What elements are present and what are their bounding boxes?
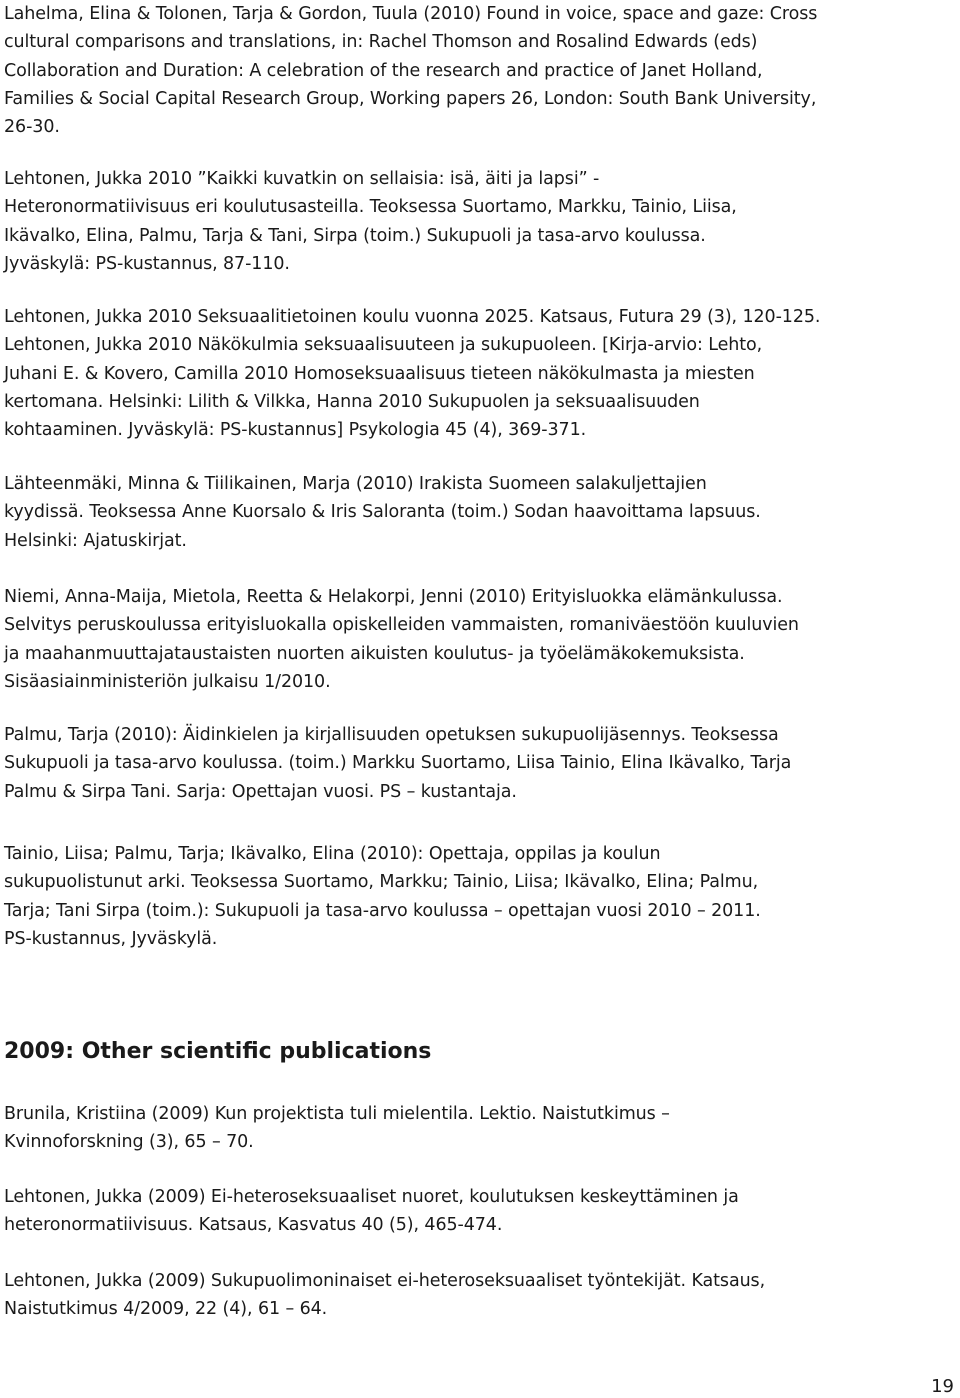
reference-lehtonen-2010-seksuaalitietoinen: [4, 303, 954, 444]
reference-line: Collaboration and Duration: A celebration of the research and practice of Janet Holland,: [4, 60, 763, 81]
reference-line: Helsinki: Ajatuskirjat.: [4, 530, 187, 551]
reference-line: Juhani E. & Kovero, Camilla 2010 Homoseksuaalisuus tieteen näkökulmasta ja miesten: [4, 363, 755, 384]
reference-line: PS-kustannus, Jyväskylä.: [4, 928, 218, 949]
reference-line: kyydissä. Teoksessa Anne Kuorsalo & Iris Saloranta (toim.) Sodan haavoittama lapsuus.: [4, 502, 761, 523]
reference-line: Kvinnoforskning (3), 65 – 70.: [4, 1132, 254, 1153]
reference-line: Lehtonen, Jukka 2010 ”Kaikki kuvatkin on sellaisia: isä, äiti ja lapsi” -: [4, 169, 600, 189]
reference-line: Lehtonen, Jukka (2009) Ei-heteroseksuaaliset nuoret, koulutuksen keskeyttäminen ja: [4, 1187, 739, 1207]
reference-lehtonen-2009-sukupuolimoninaiset: [4, 1267, 954, 1324]
reference-brunila-2009: [4, 1100, 954, 1157]
reference-lehtonen-2010-kaikki: [4, 165, 954, 278]
reference-line: Sisäasiainministeriön julkaisu 1/2010.: [4, 671, 331, 692]
reference-line: Lahelma, Elina & Tolonen, Tarja & Gordon, Tuula (2010) Found in voice, space and gaze: Cross: [4, 4, 818, 24]
reference-niemi-2010: [4, 583, 954, 696]
reference-line: ja maahanmuuttajataustaisten nuorten aikuisten koulutus- ja työelämäkokemuksista.: [4, 643, 745, 664]
reference-line: Brunila, Kristiina (2009) Kun projektista tuli mielentila. Lektio. Naistutkimus –: [4, 1104, 670, 1124]
reference-line: kohtaaminen. Jyväskylä: PS-kustannus] Psykologia 45 (4), 369-371.: [4, 420, 587, 441]
reference-line: Lehtonen, Jukka (2009) Sukupuolimoninaiset ei-heteroseksuaaliset työntekijät. Katsaus,: [4, 1271, 766, 1291]
reference-line: Sukupuoli ja tasa-arvo koulussa. (toim.) Markku Suortamo, Liisa Tainio, Elina Ikävalko, Tarja: [4, 753, 792, 774]
reference-line: sukupuolistunut arki. Teoksessa Suortamo, Markku; Tainio, Liisa; Ikävalko, Elina; Palmu,: [4, 872, 759, 893]
reference-line: Ikävalko, Elina, Palmu, Tarja & Tani, Sirpa (toim.) Sukupuoli ja tasa-arvo koulussa.: [4, 225, 706, 246]
reference-line: Heteronormatiivisuus eri koulutusasteilla. Teoksessa Suortamo, Markku, Tainio, Liisa,: [4, 197, 737, 218]
reference-line: Tainio, Liisa; Palmu, Tarja; Ikävalko, Elina (2010): Opettaja, oppilas ja koulun: [4, 844, 661, 864]
reference-tainio-2010: [4, 840, 954, 953]
reference-line: Families & Social Capital Research Group, Working papers 26, London: South Bank University,: [4, 88, 817, 109]
reference-line: Naistutkimus 4/2009, 22 (4), 61 – 64.: [4, 1299, 328, 1320]
reference-line: Tarja; Tani Sirpa (toim.): Sukupuoli ja tasa-arvo koulussa – opettajan vuosi 2010 – 2011.: [4, 900, 761, 921]
reference-line: Lehtonen, Jukka 2010 Näkökulmia seksuaalisuuteen ja sukupuoleen. [Kirja-arvio: Lehto,: [4, 335, 763, 356]
reference-lehtonen-2009-ei-heteroseksuaaliset: [4, 1183, 954, 1240]
reference-line: Lähteenmäki, Minna & Tiilikainen, Marja (2010) Irakista Suomeen salakuljettajien: [4, 474, 707, 494]
reference-lahelma-2010: [4, 0, 954, 141]
reference-line: Lehtonen, Jukka 2010 Seksuaalitietoinen koulu vuonna 2025. Katsaus, Futura 29 (3), 120-125.: [4, 307, 821, 327]
reference-line: 26-30.: [4, 117, 60, 138]
reference-line: Jyväskylä: PS-kustannus, 87-110.: [4, 253, 290, 274]
reference-palmu-2010: [4, 721, 954, 806]
reference-line: Palmu & Sirpa Tani. Sarja: Opettajan vuosi. PS – kustantaja.: [4, 781, 517, 802]
reference-lahteenmaki-2010: [4, 470, 954, 555]
section-heading: 2009: Other scientific publications: [4, 1039, 432, 1064]
reference-line: heteronormatiivisuus. Katsaus, Kasvatus 40 (5), 465-474.: [4, 1215, 503, 1236]
reference-line: Selvitys peruskoulussa erityisluokalla opiskelleiden vammaisten, romaniväestöön kuuluvien: [4, 615, 799, 636]
page-number: 19: [931, 1376, 954, 1397]
reference-line: Niemi, Anna-Maija, Mietola, Reetta & Helakorpi, Jenni (2010) Erityisluokka elämänkulussa.: [4, 587, 783, 607]
reference-line: Palmu, Tarja (2010): Äidinkielen ja kirjallisuuden opetuksen sukupuolijäsennys. Teoksessa: [4, 725, 779, 745]
reference-line: kertomana. Helsinki: Lilith & Vilkka, Hanna 2010 Sukupuolen ja seksuaalisuuden: [4, 391, 700, 412]
reference-line: cultural comparisons and translations, in: Rachel Thomson and Rosalind Edwards (eds): [4, 32, 758, 53]
